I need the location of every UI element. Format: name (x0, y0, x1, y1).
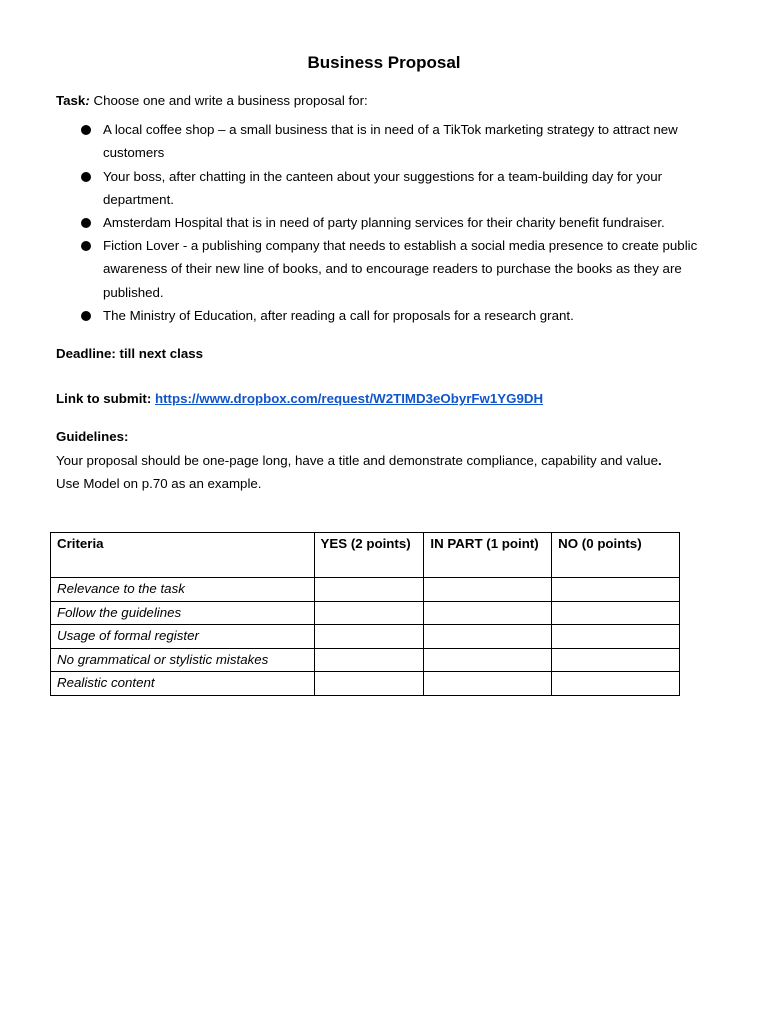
header-yes: YES (2 points) (314, 533, 424, 578)
task-text: Choose one and write a business proposal for: (89, 93, 368, 108)
bullet-icon (81, 218, 91, 228)
list-item (56, 165, 716, 211)
option-text: Your boss, after chatting in the canteen about your suggestions for a team-building day for your department. (103, 168, 663, 207)
list-item (56, 211, 716, 234)
task-colon: : (85, 93, 90, 108)
in-part-cell[interactable] (424, 648, 552, 672)
table-row (51, 672, 680, 696)
submit-label: Link to submit: (56, 391, 155, 407)
options-list (56, 118, 716, 327)
table-row (51, 625, 680, 649)
guidelines-heading: Guidelines: (56, 429, 129, 445)
task-label: Task (56, 93, 86, 108)
list-item (56, 304, 716, 327)
header-no: NO (0 points) (552, 533, 680, 578)
header-criteria: Criteria (51, 533, 315, 578)
table-row (51, 601, 680, 625)
document-title: Business Proposal (307, 53, 461, 72)
submit-link[interactable]: https://www.dropbox.com/request/W2TIMD3eObyrFw1YG9DH (154, 391, 544, 407)
criteria-cell: Relevance to the task (51, 578, 315, 602)
document-body (56, 89, 716, 495)
in-part-cell[interactable] (424, 625, 552, 649)
option-text: A local coffee shop – a small business that is in need of a TikTok marketing strategy to attract new customers (103, 122, 678, 161)
criteria-cell: Realistic content (51, 672, 315, 696)
bullet-icon (81, 172, 91, 182)
rubric-table (50, 532, 680, 696)
criteria-cell: No grammatical or stylistic mistakes (51, 648, 315, 672)
list-item (56, 118, 716, 164)
no-cell[interactable] (552, 648, 680, 672)
yes-cell[interactable] (314, 648, 424, 672)
yes-cell[interactable] (314, 578, 424, 602)
guidelines-body: Your proposal should be one-page long, have a title and demonstrate compliance, capability and value (56, 452, 658, 468)
no-cell[interactable] (552, 625, 680, 649)
criteria-cell: Usage of formal register (51, 625, 315, 649)
yes-cell[interactable] (314, 601, 424, 625)
no-cell[interactable] (552, 601, 680, 625)
in-part-cell[interactable] (424, 578, 552, 602)
no-cell[interactable] (552, 578, 680, 602)
option-text: Amsterdam Hospital that is in need of party planning services for their charity benefit fundraiser. (103, 215, 665, 231)
yes-cell[interactable] (314, 672, 424, 696)
deadline: Deadline: till next class (56, 346, 204, 362)
option-text: Fiction Lover - a publishing company that needs to establish a social media presence to create public awareness of their new line of books, and to encourage readers to purchase the books as they are published. (103, 238, 698, 300)
guidelines-text (56, 449, 716, 472)
task-line (56, 89, 716, 112)
in-part-cell[interactable] (424, 672, 552, 696)
bullet-icon (81, 241, 91, 251)
criteria-cell: Follow the guidelines (51, 601, 315, 625)
list-item (56, 234, 716, 304)
bullet-icon (81, 311, 91, 321)
submit-line (56, 387, 716, 410)
guidelines-period: . (657, 452, 662, 468)
table-row (51, 648, 680, 672)
in-part-cell[interactable] (424, 601, 552, 625)
option-text: The Ministry of Education, after reading a call for proposals for a research grant. (103, 307, 574, 323)
model-note: Use Model on p.70 as an example. (56, 475, 262, 491)
table-row (51, 578, 680, 602)
bullet-icon (81, 125, 91, 135)
table-header-row (51, 533, 680, 578)
no-cell[interactable] (552, 672, 680, 696)
yes-cell[interactable] (314, 625, 424, 649)
header-in-part: IN PART (1 point) (424, 533, 552, 578)
